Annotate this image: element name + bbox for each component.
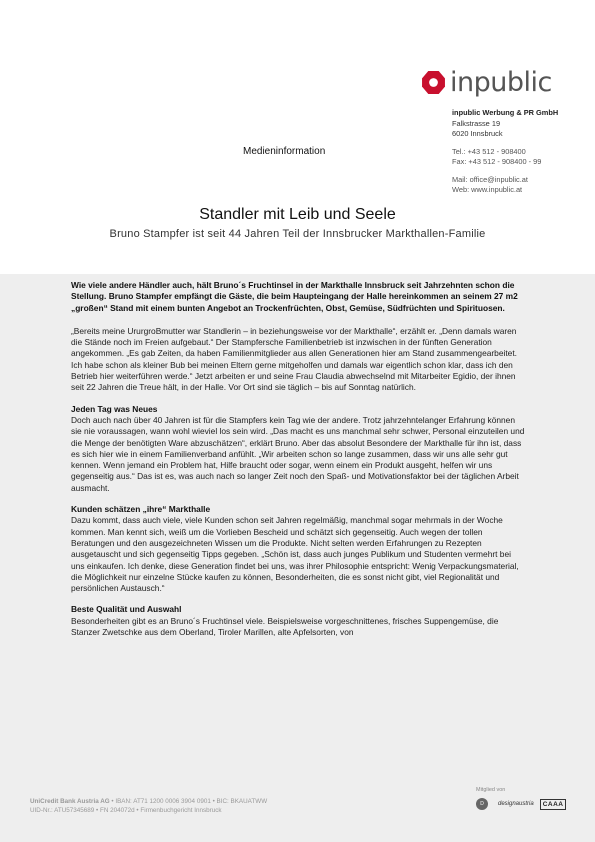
company-phone: Tel.: +43 512 - 908400 [452,146,526,156]
section-text: Dazu kommt, dass auch viele, viele Kunden schon seit Jahren regelmäßig, manchmal sogar mehrmals in der Woche kommen. Man kennt sich, weiß um die Vorlieben Bescheid und schätzt sich gegenseitig. Auch wegen der tollen Beratungen und den ausgezeichneten Wissen um die Produkte. Nicht selten werden Erfahrungen zu Rezepten ausgetauscht und sich gegenseitig Tipps gegeben. „Schön ist, dass auch junges Publikum und Studenten vermehrt bei uns einkaufen. Ich denke, diese Generation findet bei uns, was ihrer Philosophie entspricht: Wenig Verpackungsmaterial, die Möglichkeit nur einzelne Stücke kaufen zu können, Besonderheiten, die es sonst nicht gibt, viel Regionalität und persönlichen Austausch.“ [71,515,519,594]
footer-legal [30,797,267,815]
page-subtitle: Bruno Stampfer ist seit 44 Jahren Teil der Innsbrucker Markthallen-Familie [109,228,486,240]
circle-badge-icon: D [476,798,488,810]
company-fax: Fax: +43 512 - 908400 - 99 [452,157,542,166]
footer-bank-line [30,797,267,806]
page-title: Standler mit Leib und Seele [199,206,396,223]
caaa-logo: CAAA [540,799,567,810]
body-paragraph: „Bereits meine UrurgroBmutter war Standlerin – in beziehungsweise vor der Markthalle“, erzählt er. „Denn damals waren die Stände noch im Freien aufgebaut.“ Der Stampfersche Familienbetrieb ist inzwischen in der fünften Generation angekommen. „Es gab Zeiten, da haben Familienmitglieder aus allen Generationen hier am Stand zusammengearbeitet. Ich habe schon als kleiner Bub bei meinen Eltern gerne mitgeholfen und damals war eigentlich schon klar, dass ich den Betrieb hier weiterführen werde.“ Jetzt arbeiten er und seine Frau Claudia abwechselnd mit Mitarbeiter Egidio, der ihnen seit 22 Jahren die Treue hält, in der Halle. Vor Ort sind sie täglich – bis auf Sonntag natürlich. [71,325,517,393]
section-2 [71,504,525,594]
document-type: Medieninformation [243,146,326,157]
section-1 [71,404,525,494]
company-city: 6020 Innsbruck [452,129,503,138]
inpublic-logo-icon [421,70,446,95]
designaustria-logo: designaustria [498,801,534,807]
section-heading: Kunden schätzen „ihre“ Markthalle [71,504,211,515]
contact-block [452,108,592,196]
membership-badges [476,798,576,810]
section-text: Besonderheiten gibt es an Bruno´s Fruchtinsel viele. Beispielsweise vorgeschnittenes, frisches Suppengemüse, die Stanzer Zwetschke aus dem Oberland, Tiroler Marillen, alte Apfelsorten, von [71,615,499,638]
company-street: Falkstrasse 19 [452,118,501,128]
company-email[interactable]: Mail: office@inpublic.at [452,174,528,184]
logo-wordmark: inpublic [450,67,552,98]
bank-name: UniCredit Bank Austria AG [30,798,110,805]
membership-label: Mitglied von [476,787,506,793]
article-body [71,280,525,648]
company-website[interactable]: Web: www.inpublic.at [452,185,523,194]
section-text: Doch auch nach über 40 Jahren ist für die Stampfers kein Tag wie der andere. Trotz jahrzehntelanger Erfahrung können sie nie voraussagen, wann wohl wieviel los sein wird. „Das macht es uns manchmal sehr schwer, Personal einzuteilen und die Menge der benötigten Ware abzuschätzen“, erklärt Bruno. Aber das absolut Besondere der Markthalle für ihn ist, dass es sich hier wie in einem Familienverband anfühlt. „Wir arbeiten schon so lange zusammen, dass wir uns alle sehr gut kennen. Wenn jemand ein Problem hat, Hilfe braucht oder sogar, wenn einem ein Produkt ausgeht, helfen wir uns gegenseitig aus.“ Das ist es, was auch nach so langer Zeit noch den Spaß- und Motivationsfaktor bei der täglichen Arbeit ausmacht. [71,414,525,493]
bank-details: • IBAN: AT71 1200 0006 3904 0901 • BIC: BKAUATWW [109,798,268,805]
section-heading: Beste Qualität und Auswahl [71,604,182,615]
company-name: inpublic Werbung & PR GmbH [452,108,559,117]
footer-registry-line: UID-Nr.: ATU57345689 • FN 204072d • Firmenbuchgericht Innsbruck [30,807,222,814]
section-heading: Jeden Tag was Neues [71,403,158,414]
lead-paragraph: Wie viele andere Händler auch, hält Bruno´s Fruchtinsel in der Markthalle Innsbruck seit Jahrzehnten schon die Stellung. Bruno Stampfer empfängt die Gäste, die beim Haupteingang der Halle hereinkommen an seinem 27 m2 „großen“ Stand mit einem bunten Angebot an Trockenfrüchten, Obst, Gemüse, Südfrüchten und Spirituosen. [71,280,518,313]
company-logo [421,67,552,98]
section-3 [71,604,525,638]
membership-block [476,787,576,810]
